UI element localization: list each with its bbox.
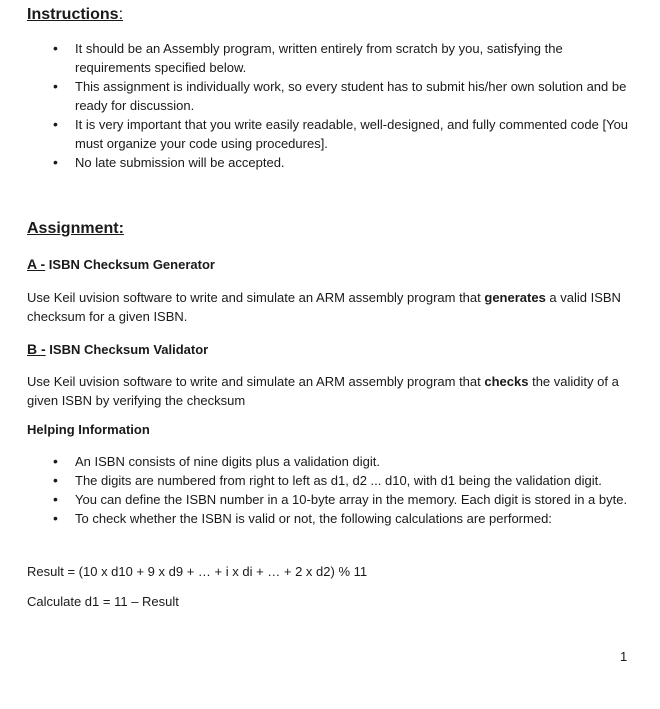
part-a-description: Use Keil uvision software to write and simulate an ARM assembly program that generates a valid ISBN checksum for a given ISBN.: [27, 290, 621, 324]
d1-calculation: Calculate d1 = 11 – Result: [27, 594, 179, 609]
part-a-title: A - ISBN Checksum Generator: [27, 256, 215, 272]
part-b-title: B - ISBN Checksum Validator: [27, 341, 209, 357]
instructions-heading: Instructions:: [27, 6, 124, 23]
list-item: • It is very important that you write easily readable, well-designed, and fully commented code [You must organize your code using procedures].: [53, 116, 629, 151]
bullet-icon: •: [53, 510, 58, 526]
bullet-icon: •: [53, 116, 58, 132]
bullet-icon: •: [53, 491, 58, 507]
list-item: • It should be an Assembly program, written entirely from scratch by you, satisfying the requirements specified below.: [53, 40, 563, 75]
list-item: • The digits are numbered from right to left as d1, d2 ... d10, with d1 being the validation digit.: [53, 472, 602, 488]
bullet-icon: •: [53, 453, 58, 469]
list-item: • This assignment is individually work, so every student has to submit his/her own solution and be ready for discussion.: [53, 78, 627, 113]
bullet-icon: •: [53, 472, 58, 488]
list-item: • No late submission will be accepted.: [53, 154, 285, 170]
helping-list: [48, 452, 638, 528]
instructions-list: [48, 39, 638, 172]
bullet-icon: •: [53, 40, 58, 56]
assignment-heading: Assignment:: [27, 220, 124, 237]
result-formula: Result = (10 x d10 + 9 x d9 + … + i x di + … + 2 x d2) % 11: [27, 564, 368, 579]
page-number: 1: [620, 649, 628, 664]
list-item: • You can define the ISBN number in a 10-byte array in the memory. Each digit is stored in a byte.: [53, 491, 628, 507]
helping-heading: Helping Information: [27, 422, 150, 437]
list-item: • To check whether the ISBN is valid or not, the following calculations are performed:: [53, 510, 552, 526]
list-item: • An ISBN consists of nine digits plus a validation digit.: [53, 453, 380, 469]
bullet-icon: •: [53, 154, 58, 170]
bullet-icon: •: [53, 78, 58, 94]
part-b-description: Use Keil uvision software to write and simulate an ARM assembly program that checks the validity of a given ISBN by verifying the checksum: [27, 374, 619, 408]
